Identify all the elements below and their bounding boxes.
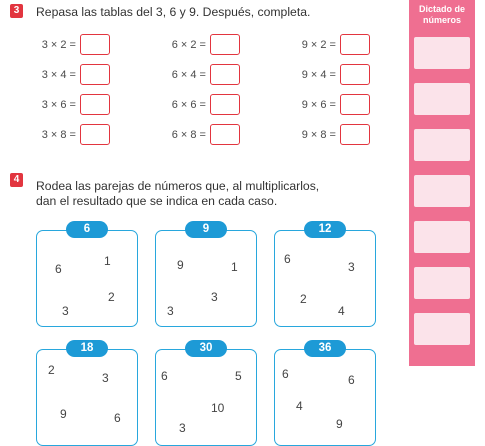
card-number[interactable]: 9: [60, 407, 67, 421]
answer-box[interactable]: [80, 124, 110, 145]
multiplication-expression: 3 × 4 =: [41, 69, 76, 81]
answer-box[interactable]: [210, 124, 240, 145]
dictation-title-line1: Dictado de: [418, 4, 465, 14]
target-product-pill: 30: [185, 340, 227, 357]
answer-box[interactable]: [340, 64, 370, 85]
card-number[interactable]: 6: [114, 411, 121, 425]
dictation-title-line2: números: [422, 15, 461, 25]
answer-box[interactable]: [80, 94, 110, 115]
multiplication-expression: 9 × 4 =: [301, 69, 336, 81]
dictation-slot[interactable]: [414, 83, 470, 115]
activity-3-badge: 3: [10, 4, 23, 18]
card-number[interactable]: 6: [348, 373, 355, 387]
number-card: [274, 349, 376, 446]
card-number[interactable]: 2: [108, 290, 115, 304]
card-number[interactable]: 3: [167, 304, 174, 318]
card-number[interactable]: 6: [284, 252, 291, 266]
target-product-pill: 6: [66, 221, 108, 238]
multiplication-expression: 6 × 4 =: [171, 69, 206, 81]
card-number[interactable]: 1: [104, 254, 111, 268]
card-number[interactable]: 6: [55, 262, 62, 276]
card-number[interactable]: 3: [211, 290, 218, 304]
answer-box[interactable]: [80, 64, 110, 85]
multiplication-expression: 6 × 8 =: [171, 129, 206, 141]
card-number[interactable]: 6: [282, 367, 289, 381]
card-number[interactable]: 9: [336, 417, 343, 431]
dictation-title: [409, 4, 475, 26]
multiplication-expression: 9 × 6 =: [301, 99, 336, 111]
card-number[interactable]: 3: [102, 371, 109, 385]
number-card: [36, 230, 138, 327]
card-number[interactable]: 6: [161, 369, 168, 383]
dictation-slot[interactable]: [414, 129, 470, 161]
multiplication-expression: 9 × 8 =: [301, 129, 336, 141]
dictation-strip: [409, 0, 475, 366]
number-card: [274, 230, 376, 327]
target-product-pill: 18: [66, 340, 108, 357]
dictation-slot[interactable]: [414, 175, 470, 207]
card-number[interactable]: 9: [177, 258, 184, 272]
activity-4-instruction-line2: dan el resultado que se indica en cada caso.: [36, 194, 278, 208]
multiplication-expression: 6 × 2 =: [171, 39, 206, 51]
card-number[interactable]: 3: [62, 304, 69, 318]
answer-box[interactable]: [340, 124, 370, 145]
answer-box[interactable]: [210, 64, 240, 85]
card-number[interactable]: 4: [338, 304, 345, 318]
multiplication-expression: 3 × 8 =: [41, 129, 76, 141]
multiplication-expression: 6 × 6 =: [171, 99, 206, 111]
multiplication-expression: 9 × 2 =: [301, 39, 336, 51]
answer-box[interactable]: [340, 94, 370, 115]
card-number[interactable]: 3: [179, 421, 186, 435]
multiplication-expression: 3 × 6 =: [41, 99, 76, 111]
number-card: [155, 349, 257, 446]
target-product-pill: 9: [185, 221, 227, 238]
card-number[interactable]: 2: [48, 363, 55, 377]
answer-box[interactable]: [340, 34, 370, 55]
card-number[interactable]: 1: [231, 260, 238, 274]
card-number[interactable]: 3: [348, 260, 355, 274]
card-number[interactable]: 4: [296, 399, 303, 413]
card-number[interactable]: 10: [211, 401, 225, 415]
dictation-slot[interactable]: [414, 221, 470, 253]
card-number[interactable]: 5: [235, 369, 242, 383]
card-number[interactable]: 2: [300, 292, 307, 306]
target-product-pill: 36: [304, 340, 346, 357]
answer-box[interactable]: [80, 34, 110, 55]
activity-3-instruction: Repasa las tablas del 3, 6 y 9. Después, completa.: [36, 5, 311, 19]
target-product-pill: 12: [304, 221, 346, 238]
dictation-slot[interactable]: [414, 267, 470, 299]
activity-4-badge: 4: [10, 173, 23, 187]
dictation-slot[interactable]: [414, 37, 470, 69]
dictation-slot[interactable]: [414, 313, 470, 345]
answer-box[interactable]: [210, 34, 240, 55]
answer-box[interactable]: [210, 94, 240, 115]
activity-4-instruction-line1: Rodea las parejas de números que, al multiplicarlos,: [36, 179, 320, 193]
multiplication-expression: 3 × 2 =: [41, 39, 76, 51]
